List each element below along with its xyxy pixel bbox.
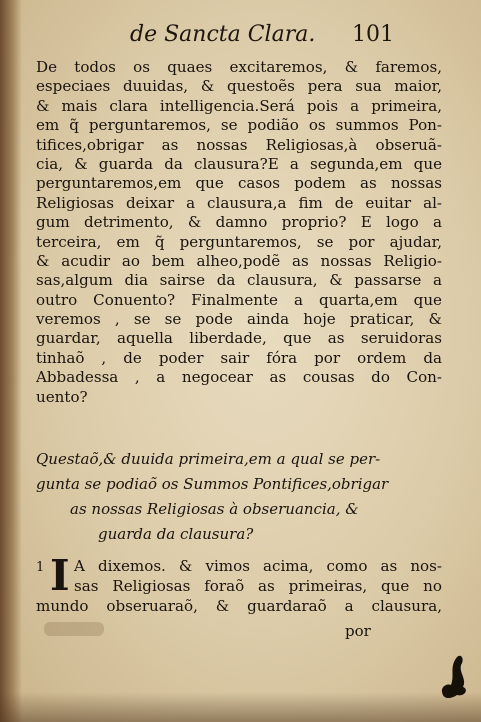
heading-line: Questaõ,& duuida primeira,em a qual se per- xyxy=(36,450,381,468)
text-line: outro Conuento? Finalmente a quarta,em que xyxy=(36,290,442,309)
text-line: De todos os quaes excitaremos, & faremos, xyxy=(36,58,442,76)
text-line: em q̃ perguntaremos, se podião os summos Pon- xyxy=(36,116,442,135)
heading-line: gunta se podiaõ os Summos Pontifices,obrigar xyxy=(36,475,389,493)
text-line: tinhaõ , de poder sair fóra por ordem da xyxy=(36,348,442,367)
catchword: por xyxy=(345,622,371,640)
text-line: gum detrimento, & damno proprio? E logo a xyxy=(36,213,442,232)
text-line: mundo obseruaraõ, & guardaraõ a clausura, xyxy=(36,597,442,615)
drop-cap: I xyxy=(50,551,70,600)
text-line: A dixemos. & vimos acima, como as nos- xyxy=(74,557,442,575)
page-header xyxy=(130,22,430,52)
text-line: sas,algum dia sairse da clausura, & passarse a xyxy=(36,271,442,290)
paragraph-text xyxy=(74,556,442,596)
text-line: Religiosas deixar a clausura,a fim de euitar al- xyxy=(36,193,442,212)
text-line: cia, & guarda da clausura?E a segunda,em que xyxy=(36,154,442,173)
text-line: terceira, em q̃ perguntaremos, se por ajudar, xyxy=(36,232,442,251)
text-line: perguntaremos,em que casos podem as nossas xyxy=(36,174,442,193)
text-line: & acudir ao bem alheo,podẽ as nossas Religio- xyxy=(36,251,442,270)
text-line: especiaes duuidas, & questoẽs pera sua maior, xyxy=(36,77,442,96)
running-title: de Sancta Clara. xyxy=(130,22,316,47)
text-line: tifices,obrigar as nossas Religiosas,à obseruã- xyxy=(36,135,442,154)
ink-smudge xyxy=(44,622,104,636)
ink-blot-icon xyxy=(435,645,475,700)
heading-line: guarda da clausura? xyxy=(98,525,254,543)
margin-number: 1 xyxy=(36,560,45,575)
section-heading xyxy=(36,447,442,547)
page-bottom-shadow xyxy=(0,692,481,722)
second-paragraph xyxy=(36,551,442,616)
text-line: veremos , se se pode ainda hoje praticar, & xyxy=(36,310,442,329)
page-gutter-shadow xyxy=(0,0,22,722)
text-line: uento? xyxy=(36,387,88,406)
text-line: & mais clara intelligencia.Será pois a primeira, xyxy=(36,96,442,115)
text-line: Abbadessa , a negocear as cousas do Con- xyxy=(36,368,442,387)
text-line: sas Religiosas foraõ as primeiras, que no xyxy=(74,577,442,595)
page-number: 101 xyxy=(352,22,394,47)
heading-line: as nossas Religiosas à obseruancia, & xyxy=(70,500,359,518)
body-paragraph xyxy=(36,58,442,407)
text-line: guardar, aquella liberdade, que as seruidoras xyxy=(36,329,442,348)
